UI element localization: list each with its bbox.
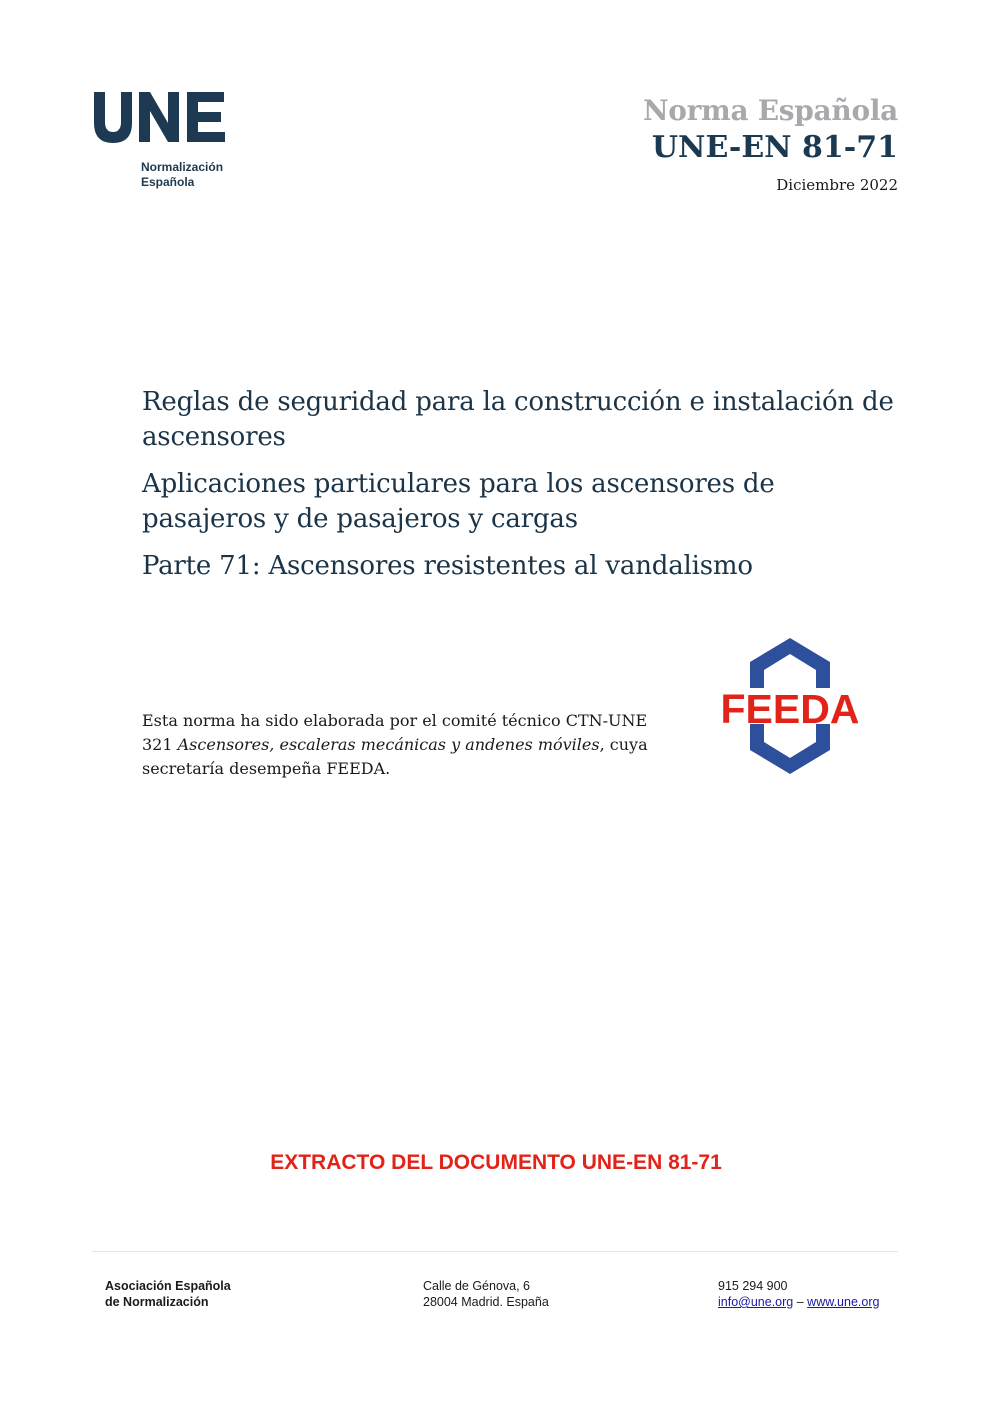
footer-address-line1: Calle de Génova, 6 [423, 1279, 531, 1293]
committee-name: Ascensores, escaleras mecánicas y andenes móviles [177, 735, 600, 754]
footer-web-links [718, 1294, 879, 1310]
footer-address-line2: 28004 Madrid. España [423, 1295, 549, 1309]
logo-subtitle-line2: Española [141, 175, 195, 189]
footer-contact [718, 1278, 879, 1310]
footer-separator: – [796, 1295, 804, 1309]
footer-organization [105, 1278, 231, 1310]
committee-text-2: , cuya secretaría desempeña FEEDA. [142, 735, 648, 778]
document-titles [142, 385, 902, 596]
footer-org-line2: de Normalización [105, 1295, 209, 1309]
title-application: Aplicaciones particulares para los ascensores de pasajeros y de pasajeros y cargas [142, 469, 775, 534]
footer-address [423, 1278, 549, 1310]
une-logo [92, 88, 242, 198]
committee-statement [142, 709, 662, 781]
email-link[interactable]: info@une.org [718, 1295, 794, 1309]
feeda-logo-text: FEEDA [722, 686, 858, 732]
extract-notice: EXTRACTO DEL DOCUMENTO UNE-EN 81-71 [270, 1151, 722, 1174]
website-link[interactable]: www.une.org [807, 1295, 880, 1309]
title-part: Parte 71: Ascensores resistentes al vandalismo [142, 551, 753, 581]
footer-org-line1: Asociación Española [105, 1279, 231, 1293]
footer-phone: 915 294 900 [718, 1279, 788, 1293]
feeda-logo-mark [722, 636, 858, 776]
committee-text-1: Esta norma ha sido elaborada por el comité técnico CTN-UNE 321 [142, 711, 648, 754]
norma-label: Norma Española [643, 94, 898, 127]
title-main: Reglas de seguridad para la construcción e instalación de ascensores [142, 387, 894, 452]
publication-date: Diciembre 2022 [776, 176, 898, 194]
logo-subtitle-line1: Normalización [141, 160, 224, 174]
norma-code: UNE-EN 81-71 [651, 130, 898, 165]
footer-divider [92, 1251, 898, 1252]
feeda-logo [722, 636, 858, 776]
une-logo-mark [92, 88, 242, 148]
